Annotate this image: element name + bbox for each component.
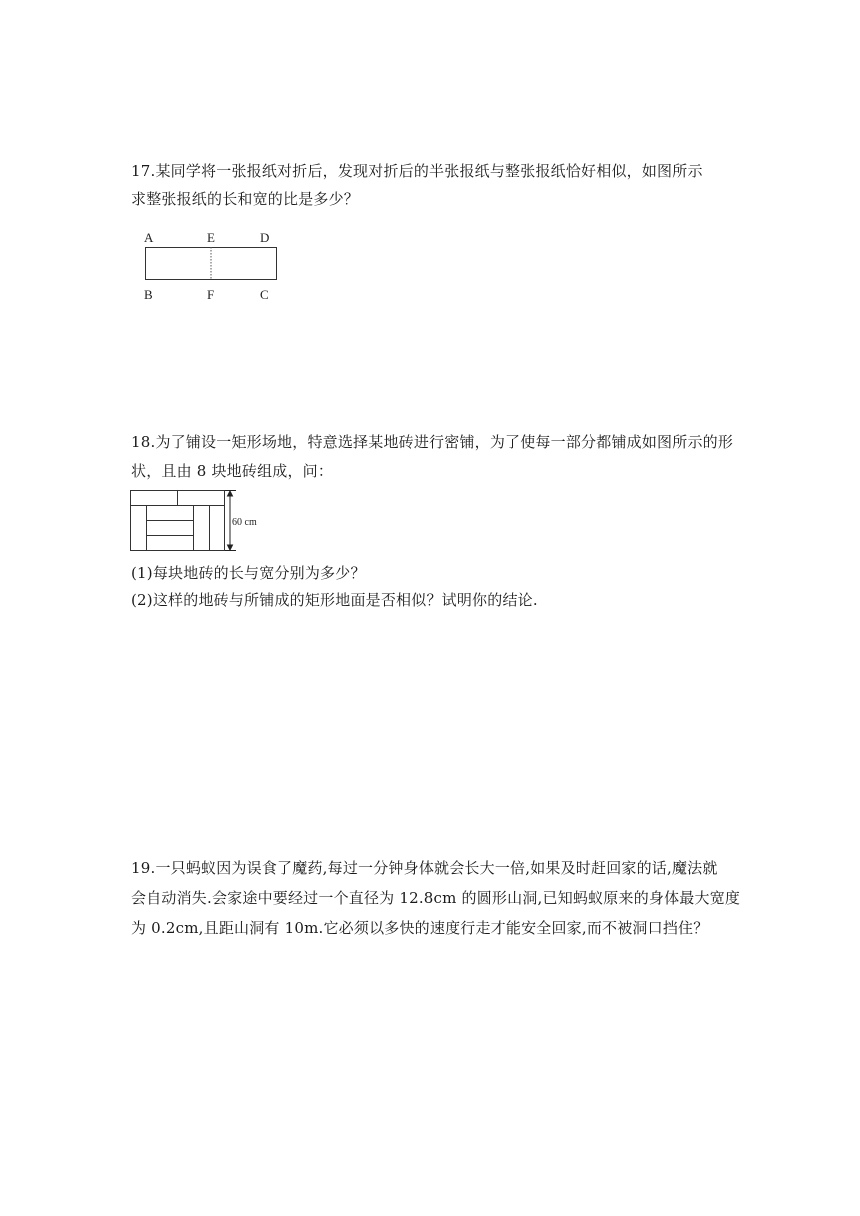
point-label-e: E xyxy=(207,230,215,245)
q18-line-1: 18.为了铺设一矩形场地，特意选择某地砖进行密铺，为了使每一部分都铺成如图所示的形 xyxy=(131,433,734,451)
q18-line-2: 状，且由 8 块地砖组成，问： xyxy=(131,462,334,480)
q19-line-1: 19.一只蚂蚁因为误食了魔药,每过一分钟身体就会长大一倍,如果及时赶回家的话,魔法就 xyxy=(131,859,718,877)
point-label-d: D xyxy=(260,230,270,245)
point-label-f: F xyxy=(207,287,215,302)
q17-line-1: 17.某同学将一张报纸对折后，发现对折后的半张报纸与整张报纸恰好相似，如图所示 xyxy=(131,162,703,180)
point-label-a: A xyxy=(144,230,154,245)
q18-sub-1: (1)每块地砖的长与宽分别为多少？ xyxy=(131,564,366,582)
q19-line-3: 为 0.2cm,且距山洞有 10m.它必须以多快的速度行走才能安全回家,而不被洞口挡住？ xyxy=(131,919,709,937)
point-label-c: C xyxy=(260,287,269,302)
newspaper-rectangle xyxy=(145,247,278,282)
tile-layout xyxy=(130,490,242,552)
q18-sub-2: (2)这样的地砖与所铺成的矩形地面是否相似？试明你的结论. xyxy=(131,591,538,609)
q17-line-2: 求整张报纸的长和宽的比是多少？ xyxy=(131,190,360,208)
dimension-label: 60 cm xyxy=(232,517,257,528)
q19-line-2: 会自动消失.会家途中要经过一个直径为 12.8cm 的圆形山洞,已知蚂蚁原来的身体最大宽度 xyxy=(131,889,741,907)
point-label-b: B xyxy=(144,287,153,302)
